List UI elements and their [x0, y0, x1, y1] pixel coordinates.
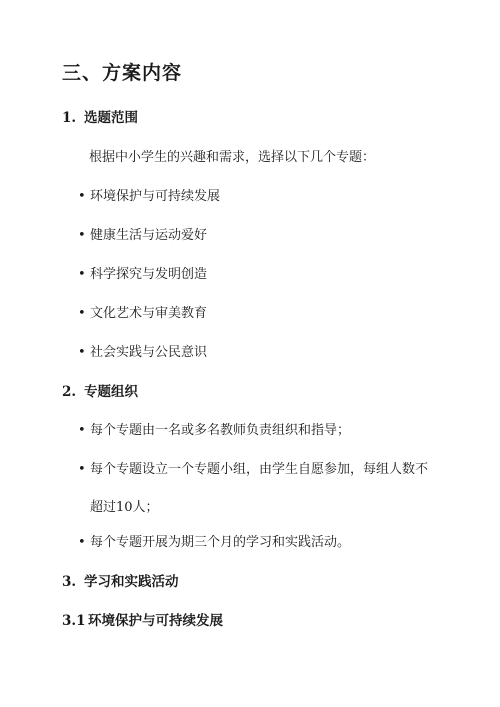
list-item-text: 健康生活与运动爱好 — [90, 228, 208, 243]
intro-paragraph: 根据中小学生的兴趣和需求，选择以下几个专题： — [89, 150, 376, 165]
bullet-icon: • — [78, 267, 86, 282]
heading-text: 学习和实践活动 — [84, 574, 179, 590]
bullet-icon: • — [78, 189, 86, 204]
list-item-text: 文化艺术与审美教育 — [90, 306, 208, 321]
heading-text: 环境保护与可持续发展 — [88, 613, 223, 629]
list-item-text: 环境保护与可持续发展 — [90, 189, 221, 204]
heading-activities — [62, 572, 179, 592]
list-item-text: 每个专题设立一个专题小组，由学生自愿参加，每组人数不 — [90, 462, 429, 477]
section-title: 三、方案内容 — [62, 62, 183, 84]
heading-subsection — [62, 611, 223, 631]
heading-number: 1. — [62, 110, 77, 126]
bullet-icon: • — [78, 345, 86, 360]
bullet-icon: • — [78, 535, 86, 550]
heading-text: 选题范围 — [84, 110, 138, 126]
list-item-text: 每个专题开展为期三个月的学习和实践活动。 — [90, 535, 351, 550]
bullet-icon: • — [78, 306, 86, 321]
bullet-icon: • — [78, 423, 86, 438]
list-item-text: 每个专题由一名或多名教师负责组织和指导； — [90, 423, 351, 438]
heading-number: 3.1 — [62, 613, 86, 629]
heading-number: 3. — [62, 574, 77, 590]
list-item-text-continued: 超过10人； — [90, 500, 159, 515]
heading-text: 专题组织 — [84, 384, 138, 400]
bullet-icon: • — [78, 462, 86, 477]
heading-number: 2. — [62, 384, 77, 400]
list-item-text: 科学探究与发明创造 — [90, 267, 208, 282]
heading-topic-range — [62, 108, 138, 128]
bullet-icon: • — [78, 228, 86, 243]
heading-organization — [62, 382, 138, 402]
list-item-text: 社会实践与公民意识 — [90, 345, 208, 360]
